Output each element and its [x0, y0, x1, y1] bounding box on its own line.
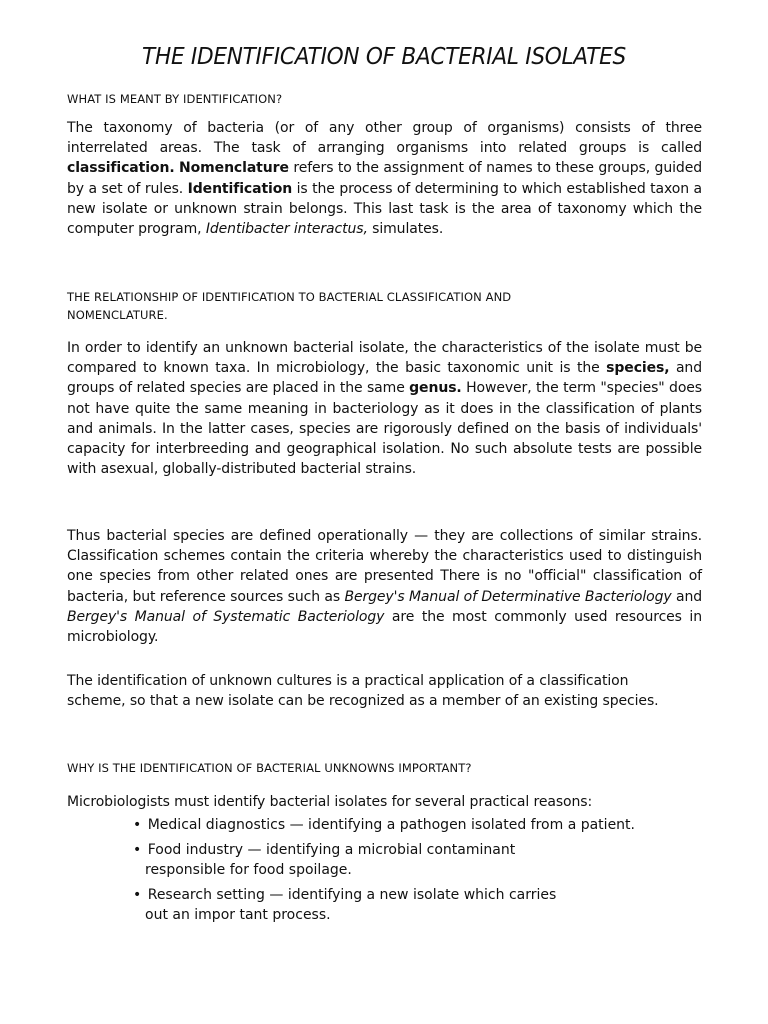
section-heading-identification: WHAT IS MEANT BY IDENTIFICATION?	[67, 92, 283, 106]
term-classification: classification.	[67, 160, 175, 177]
heading-line: THE RELATIONSHIP OF IDENTIFICATION TO BACTERIAL CLASSIFICATION AND	[67, 290, 512, 304]
text-run: are the most commonly used resources in microbiology.	[67, 608, 702, 646]
list-item-text: Research setting — identifying a new isolate which carries	[147, 886, 557, 903]
reasons-list	[133, 815, 693, 930]
term-species: species,	[606, 360, 670, 377]
text-run: The taxonomy of bacteria (or of any other group of organisms) consists of three interrelated areas. The task of arranging organisms into related groups is called	[67, 120, 702, 157]
list-item-continuation: responsible for food spoilage.	[145, 862, 352, 878]
heading-line: NOMENCLATURE.	[67, 308, 168, 322]
list-item-continuation: out an impor tant process.	[145, 907, 331, 923]
list-item-text: Food industry — identifying a microbial contaminant	[147, 841, 516, 858]
book-title-systematic: Bergey's Manual of Systematic Bacteriology	[67, 608, 385, 625]
text-run: and groups of related species are placed in the same	[67, 360, 702, 397]
text-run: However, the term "species" does not have quite the same meaning in bacteriology as it does in the classification of plants and animals. In the latter cases, species are rigorously defined on the basis of individuals' capacity for interbreeding and geographical isolation. No such absolute tests are possible with asexual, globally-distributed bacterial strains.	[67, 380, 702, 478]
term-identification: Identification	[187, 180, 293, 197]
page-title: THE IDENTIFICATION OF BACTERIAL ISOLATES	[142, 44, 626, 70]
list-item	[133, 815, 693, 836]
bullet-mark: •	[133, 817, 142, 833]
text-run: refers to the assignment of names to these groups, guided by a set of rules.	[67, 160, 702, 197]
section-heading-importance: WHY IS THE IDENTIFICATION OF BACTERIAL UNKNOWNS IMPORTANT?	[67, 761, 472, 775]
list-item	[133, 885, 693, 926]
paragraph-taxonomy	[67, 118, 702, 239]
text-run: is the process of determining to which established taxon a new isolate or unknown strain belongs. This last task is the area of taxonomy which the computer program,	[67, 180, 702, 238]
list-item-text: Medical diagnostics — identifying a pathogen isolated from a patient.	[147, 817, 635, 833]
term-genus: genus.	[409, 380, 462, 397]
text-run: In order to identify an unknown bacterial isolate, the characteristics of the isolate must be compared to known taxa. In microbiology, the basic taxonomic unit is the	[67, 340, 702, 377]
text-run: simulates.	[367, 221, 444, 238]
bullet-mark: •	[133, 841, 142, 858]
paragraph-practical-application: The identification of unknown cultures is a practical application of a classification scheme, so that a new isolate can be recognized as a member of an existing species.	[67, 673, 659, 710]
bullet-mark: •	[133, 886, 142, 903]
paragraph-species	[67, 338, 702, 479]
paragraph-operational-species	[67, 526, 702, 647]
book-title-determinative: Bergey's Manual of Determinative Bacteriology	[344, 588, 672, 605]
list-item	[133, 840, 693, 881]
term-nomenclature: Nomenclature	[179, 160, 289, 177]
text-run: Thus bacterial species are defined operationally — they are collections of similar strains. Classification schemes contain the criteria whereby the characteristics used to distinguish one species from other related ones are presented There is no "official" classification of bacteria, but reference sources such as	[67, 528, 702, 605]
section-heading-relationship	[67, 288, 707, 324]
paragraph-reasons-intro: Microbiologists must identify bacterial isolates for several practical reasons:	[67, 794, 593, 810]
text-run: and	[671, 588, 703, 605]
program-name: Identibacter interactus,	[205, 221, 368, 238]
